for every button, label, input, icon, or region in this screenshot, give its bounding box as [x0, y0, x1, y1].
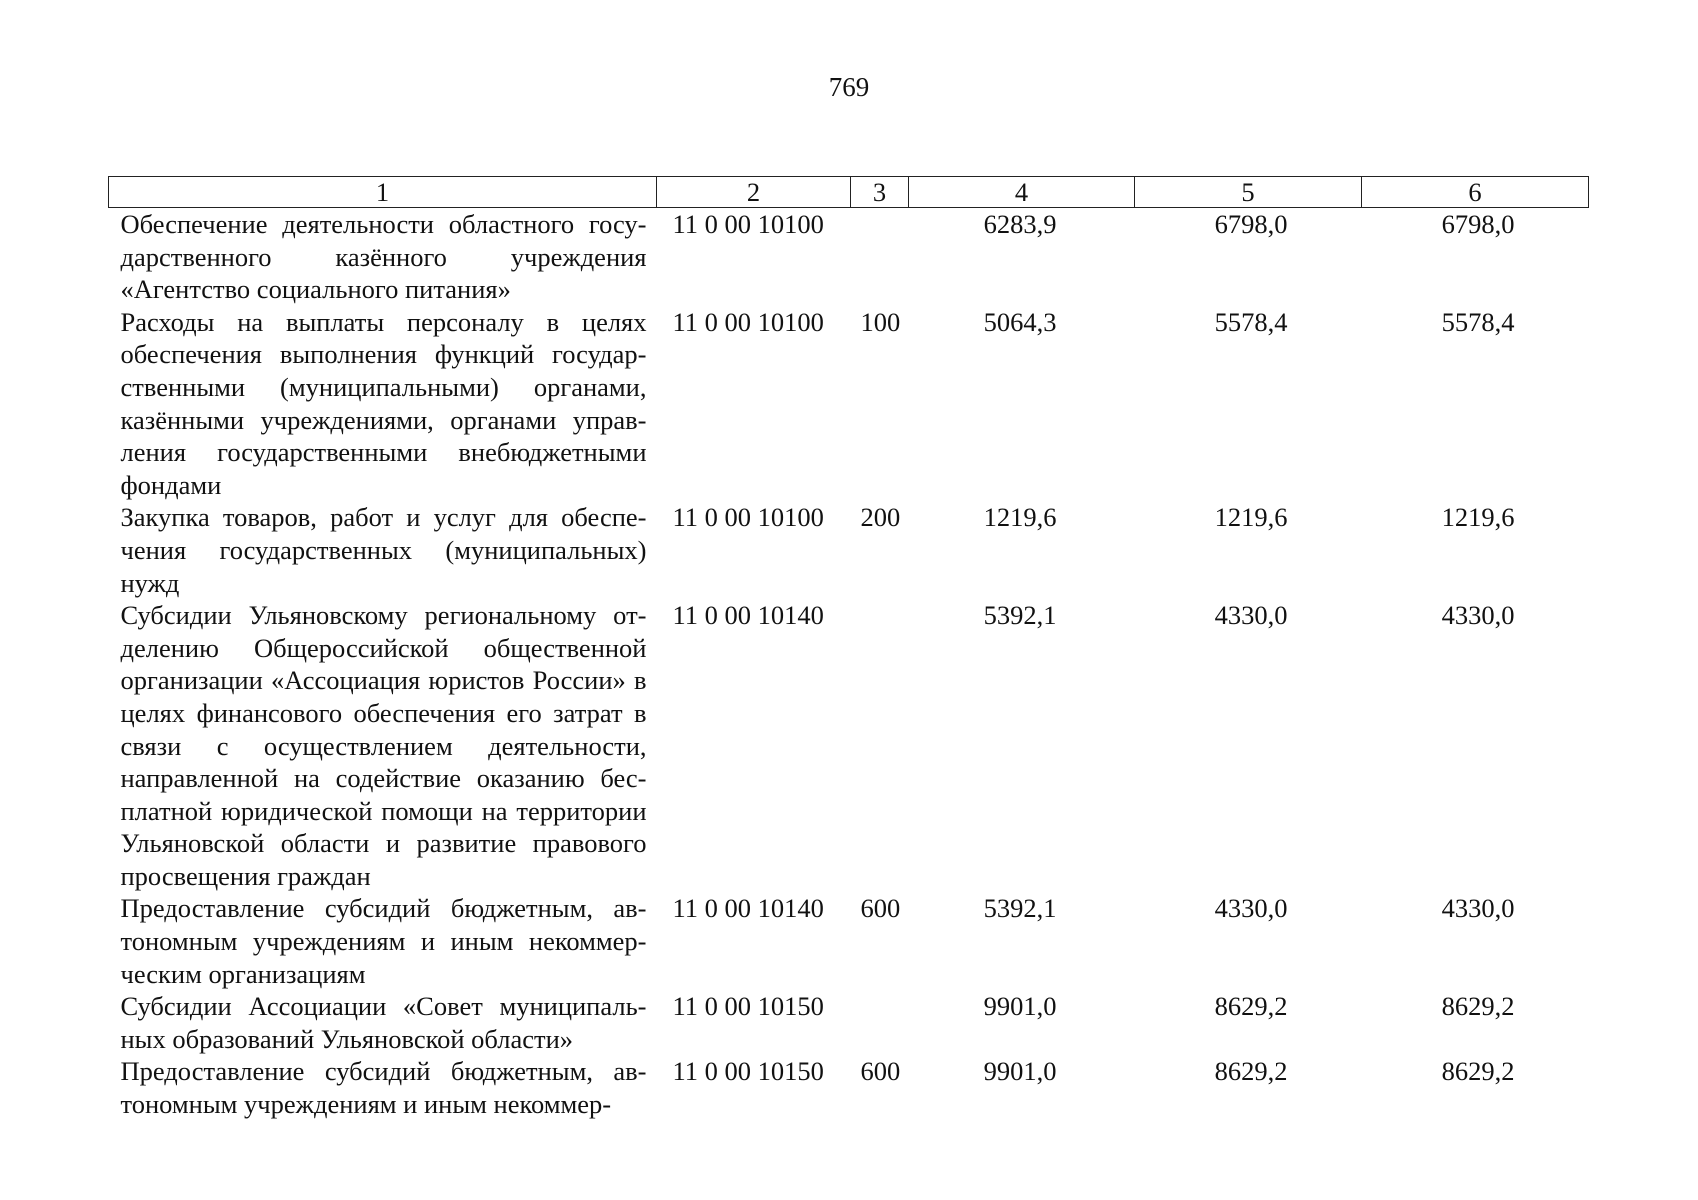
row-value-col-4: 9901,0	[983, 991, 1057, 1022]
row-type	[851, 990, 909, 1055]
row-type: 100	[860, 306, 901, 337]
row-value-col-5: 8629,2	[1214, 1056, 1288, 1087]
row-value-col-6: 6798,0	[1441, 209, 1515, 239]
row-value-col-4: 1219,6	[983, 502, 1057, 533]
row-value-col-6: 5578,4	[1441, 306, 1515, 337]
row-type	[851, 208, 909, 306]
row-code: 11 0 00 10100	[672, 502, 824, 533]
row-type: 600	[860, 1056, 901, 1087]
header-row	[109, 177, 1589, 208]
row-value-col-6: 4330,0	[1441, 600, 1515, 631]
row-value-col-4: 5392,1	[983, 600, 1057, 631]
row-type: 200	[860, 502, 901, 533]
row-value-col-6: 8629,2	[1441, 1056, 1515, 1087]
row-code: 11 0 00 10150	[672, 991, 824, 1022]
row-type	[851, 599, 909, 892]
table-row	[109, 501, 1589, 599]
table-header	[109, 177, 1589, 208]
row-value-col-4: 9901,0	[983, 1056, 1057, 1087]
row-name: Закупка товаров, работ и услуг для обеспечения государственных (муниципальных) нужд	[120, 502, 647, 598]
header-col-2: 2	[657, 177, 851, 208]
budget-table	[108, 176, 1589, 1121]
table-row	[109, 892, 1589, 990]
row-code: 11 0 00 10150	[672, 1056, 824, 1087]
row-value-col-4: 5392,1	[983, 893, 1057, 924]
row-value-col-5: 4330,0	[1214, 600, 1288, 631]
row-name: Предоставление субсидий бюджетным, автономным учреждениям и иным некоммерческим организациям	[120, 893, 647, 989]
header-col-6: 6	[1362, 177, 1589, 208]
table-row	[109, 306, 1589, 502]
header-col-5: 5	[1135, 177, 1362, 208]
header-col-4: 4	[909, 177, 1135, 208]
table-row	[109, 990, 1589, 1055]
row-value-col-5: 4330,0	[1214, 893, 1288, 924]
row-value-col-5: 1219,6	[1214, 502, 1288, 533]
header-col-3: 3	[851, 177, 909, 208]
row-value-col-6: 4330,0	[1441, 893, 1515, 924]
row-code: 11 0 00 10140	[672, 893, 824, 924]
row-value-col-6: 8629,2	[1441, 991, 1515, 1022]
row-code: 11 0 00 10140	[672, 600, 824, 631]
row-name: Обеспечение деятельности областного государственного казённого учреждения «Агентство социального питания»	[120, 209, 647, 305]
row-name: Предоставление субсидий бюджетным, автономным учреждениям и иным некоммер-	[120, 1056, 647, 1120]
header-col-1: 1	[109, 177, 657, 208]
row-value-col-4: 6283,9	[983, 209, 1057, 239]
row-value-col-5: 8629,2	[1214, 991, 1288, 1022]
row-name: Расходы на выплаты персоналу в целях обеспечения выполнения функций государственными (муниципальными) органами, казёнными учреждениями, органами управления государственными внебюджетными фондами	[120, 306, 647, 500]
row-type: 600	[860, 893, 901, 924]
row-value-col-5: 5578,4	[1214, 306, 1288, 337]
row-code: 11 0 00 10100	[672, 209, 824, 239]
page-number: 769	[828, 72, 870, 102]
table-row	[109, 208, 1589, 306]
row-value-col-5: 6798,0	[1214, 209, 1288, 239]
table-body	[109, 208, 1589, 1121]
row-code: 11 0 00 10100	[672, 306, 824, 337]
row-value-col-6: 1219,6	[1441, 502, 1515, 533]
row-name: Субсидии Ульяновскому региональному отделению Общероссийской общественной организации «Ассоциация юристов России» в целях финансового обеспечения его затрат в связи с осуществлением деятельности, направленной на содействие оказанию бесплатной юридической помощи на территории Ульяновской области и развитие правового просвещения граждан	[120, 600, 647, 891]
row-value-col-4: 5064,3	[983, 306, 1057, 337]
table-row	[109, 1055, 1589, 1120]
table-row	[109, 599, 1589, 892]
row-name: Субсидии Ассоциации «Совет муниципальных образований Ульяновской области»	[120, 991, 647, 1054]
